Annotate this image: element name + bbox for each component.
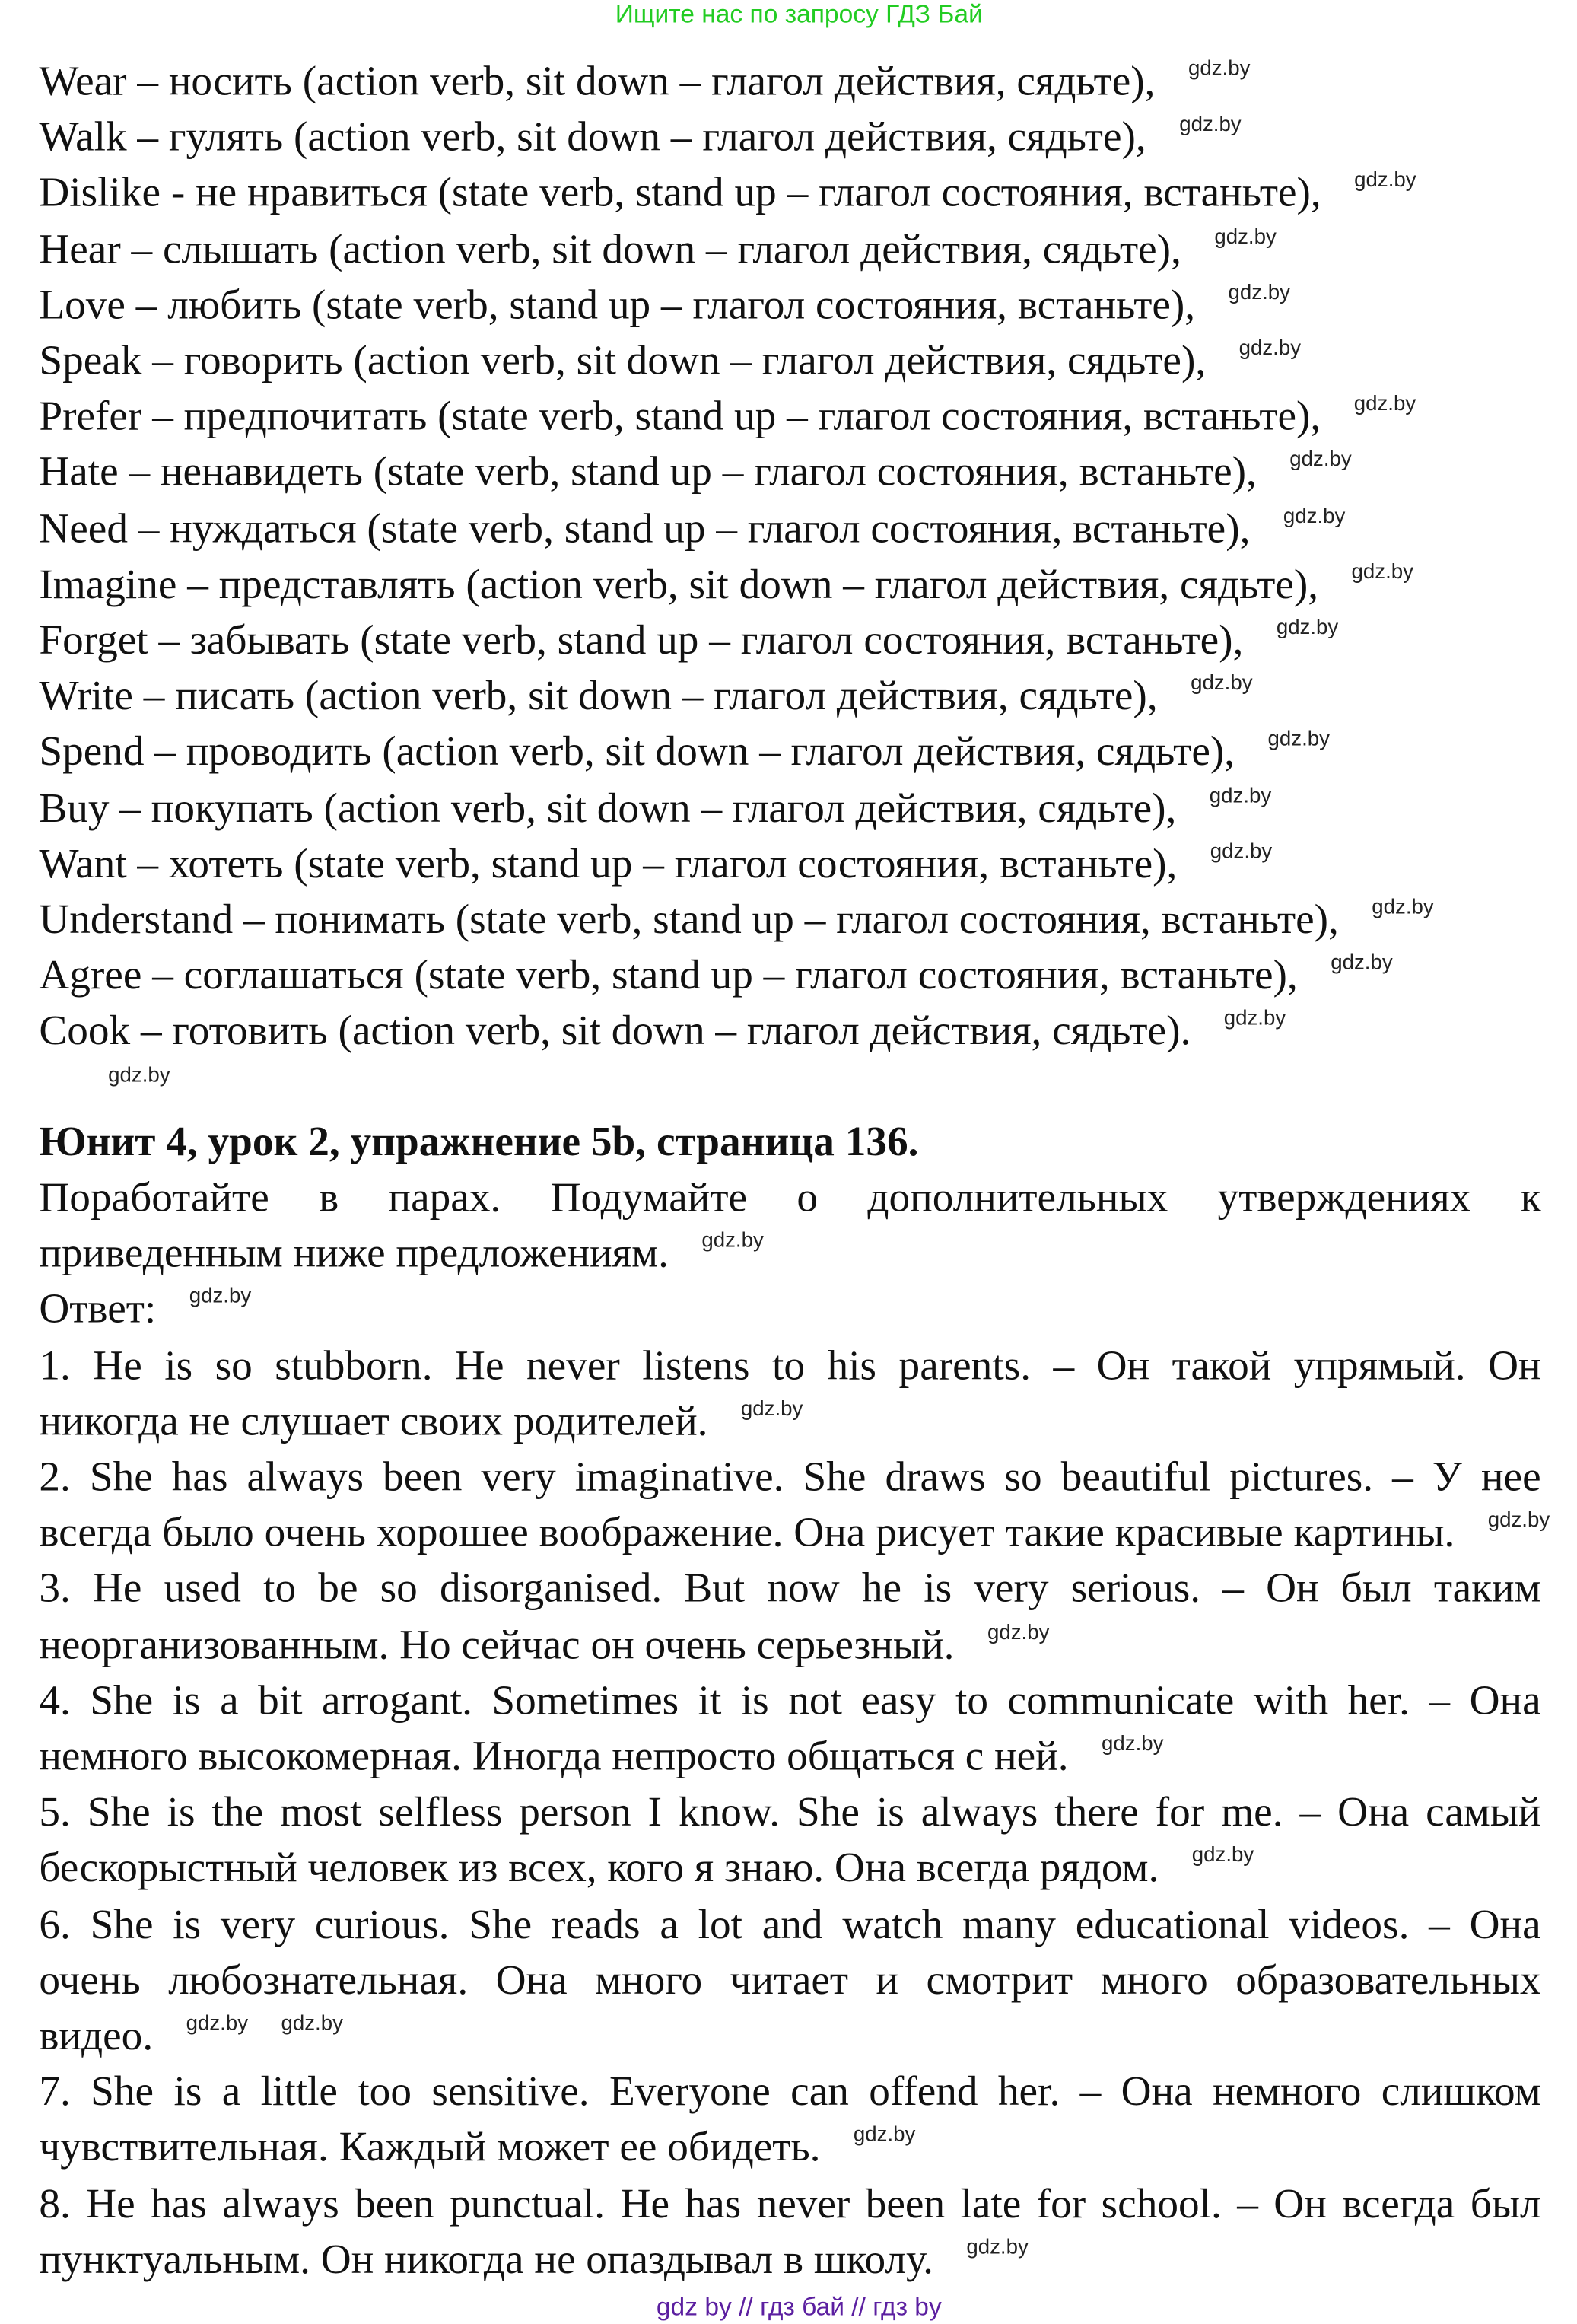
watermark-text: gdz.by	[966, 2233, 1029, 2258]
watermark-text: gdz.by	[1188, 56, 1251, 80]
answer-line-text: 3. He used to be so disorganised. But now he is very serious. – Он был таким	[39, 1565, 1541, 1613]
answer-label-text: Ответ:	[39, 1286, 157, 1333]
header-banner[interactable]: Ищите нас по запросу ГДЗ Бай	[615, 0, 983, 29]
section-title	[39, 1116, 918, 1170]
answer-line	[39, 1675, 1540, 1729]
verb-line	[39, 670, 1252, 724]
watermark-text: gdz.by	[740, 1395, 803, 1420]
verb-line-text: Dislike - не нравиться (state verb, stand up – глагол состояния, встаньте),	[39, 170, 1321, 218]
watermark-text: gdz.by	[1179, 111, 1242, 136]
answer-line	[39, 1396, 803, 1450]
answer-line-text: 4. She is a bit arrogant. Sometimes it is not easy to communicate with her. – Она	[39, 1677, 1541, 1725]
watermark-text: gdz.by	[189, 1283, 252, 1308]
answer-line-text: видео.	[39, 2013, 154, 2060]
verb-line-text: Write – писать (action verb, sit down – глагол действия, сядьте),	[39, 673, 1158, 721]
watermark-text: gdz.by	[1102, 1730, 1164, 1755]
watermark-text: gdz.by	[1353, 390, 1416, 415]
verb-line-text: Understand – понимать (state verb, stand up – глагол состояния, встаньте),	[39, 896, 1339, 944]
verb-line	[39, 335, 1301, 389]
verb-line	[39, 614, 1338, 668]
verb-line	[39, 894, 1433, 948]
verb-line	[39, 279, 1290, 333]
answer-line	[39, 1899, 1540, 1953]
verb-line	[39, 726, 1330, 780]
verb-line-text: Speak – говорить (action verb, sit down – глагол действия, сядьте),	[39, 338, 1207, 385]
watermark-text: gdz.by	[1191, 670, 1253, 695]
verb-line	[39, 111, 1241, 165]
answer-line-text: 2. She has always been very imaginative. She draws so beautiful pictures. – У нее	[39, 1454, 1541, 1501]
verb-line	[39, 838, 1272, 892]
watermark-text: gdz.by	[281, 2010, 343, 2035]
verb-line	[39, 167, 1416, 221]
watermark-text: gdz.by	[1191, 1842, 1254, 1867]
verb-line	[39, 391, 1416, 445]
watermark-text: gdz.by	[1354, 167, 1416, 192]
verb-line-text: Spend – проводить (action verb, sit down – глагол действия, сядьте),	[39, 729, 1235, 776]
verb-line-text: Wear – носить (action verb, sit down – глагол действия, сядьте),	[39, 58, 1156, 106]
verb-line-text: Hate – ненавидеть (state verb, stand up – глагол состояния, встаньте),	[39, 450, 1257, 497]
watermark-text: gdz.by	[1228, 279, 1290, 304]
answer-line	[39, 1339, 1540, 1393]
section-title-text: Юнит 4, урок 2, упражнение 5b, страница 136.	[39, 1119, 919, 1167]
watermark-text: gdz.by	[1238, 335, 1302, 359]
watermark-text: gdz.by	[1331, 950, 1393, 974]
verb-line	[39, 950, 1392, 1004]
answer-label	[39, 1284, 251, 1338]
watermark-text: gdz.by	[1283, 502, 1346, 527]
verb-line-text: Need – нуждаться (state verb, stand up – глагол состояния, встаньте),	[39, 505, 1251, 552]
answer-line	[39, 1619, 1049, 1673]
answer-line	[39, 1451, 1540, 1505]
answer-line	[39, 2066, 1540, 2120]
watermark-text: gdz.by	[1372, 893, 1434, 918]
verb-line-text: Forget – забывать (state verb, stand up – глагол состояния, встаньте),	[39, 617, 1244, 664]
watermark-text: gdz.by	[1210, 838, 1273, 862]
watermark-text: gdz.by	[1289, 447, 1352, 471]
answer-line	[39, 1787, 1540, 1841]
answer-line	[39, 2233, 1028, 2287]
watermark-text: gdz.by	[701, 1227, 764, 1252]
answer-line-text: 7. She is a little too sensitive. Everyone can offend her. – Она немного слишком	[39, 2068, 1541, 2116]
watermark-text: gdz.by	[108, 1062, 170, 1087]
verb-line-text: Love – любить (state verb, stand up – глагол состояния, встаньте),	[39, 282, 1196, 329]
answer-line	[39, 1507, 1550, 1562]
watermark-text: gdz.by	[1209, 782, 1272, 807]
watermark-text: gdz.by	[1267, 726, 1330, 750]
answer-line	[39, 2010, 343, 2065]
answer-line-text: бескорыстный человек из всех, кого я знаю. Она всегда рядом.	[39, 1845, 1159, 1893]
watermark-text: gdz.by	[1214, 223, 1277, 247]
verb-line-text: Agree – соглашаться (state verb, stand up – глагол состояния, встаньте),	[39, 953, 1298, 1000]
answer-line-text: никогда не слушает своих родителей.	[39, 1398, 708, 1445]
answer-line-text: пунктуальным. Он никогда не опаздывал в школу.	[39, 2236, 933, 2284]
verb-line	[39, 1006, 1286, 1060]
verb-line-text: Want – хотеть (state verb, stand up – глагол состояния, встаньте),	[39, 841, 1178, 888]
answer-line	[39, 2178, 1540, 2232]
task-line-text: приведенным ниже предложениям.	[39, 1230, 669, 1278]
task-line	[39, 1227, 763, 1281]
verb-line	[39, 223, 1276, 277]
verb-line-text: Buy – покупать (action verb, sit down – глагол действия, сядьте),	[39, 785, 1177, 832]
watermark-text: gdz.by	[853, 2122, 916, 2147]
watermark-text: gdz.by	[1223, 1005, 1286, 1030]
watermark-text: gdz.by	[1351, 559, 1414, 583]
verb-line-text: Hear – слышать (action verb, sit down – глагол действия, сядьте),	[39, 226, 1181, 273]
answer-line	[39, 1730, 1163, 1784]
watermark-text: gdz.by	[1487, 1507, 1550, 1532]
answer-line-text: 1. He is so stubborn. He never listens to his parents. – Он такой упрямый. Он	[39, 1342, 1541, 1390]
verb-line-text: Cook – готовить (action verb, sit down – глагол действия, сядьте).	[39, 1008, 1191, 1055]
watermark-text: gdz.by	[987, 1619, 1050, 1644]
answer-line-text: 8. He has always been punctual. He has never been late for school. – Он всегда был	[39, 2180, 1541, 2228]
task-line-text: Поработайте в парах. Подумайте о дополнительных утверждениях к	[39, 1174, 1541, 1222]
answer-line-text: 6. She is very curious. She reads a lot and watch many educational videos. – Она	[39, 1901, 1541, 1948]
answer-line-text: чувствительная. Каждый может ее обидеть.	[39, 2125, 821, 2172]
answer-line	[39, 1842, 1254, 1896]
verb-line	[39, 782, 1271, 836]
verb-line-text: Prefer – предпочитать (state verb, stand up – глагол состояния, встаньте),	[39, 393, 1321, 441]
watermark-text: gdz.by	[1276, 614, 1339, 639]
task-line	[39, 1172, 1540, 1226]
verb-line	[39, 56, 1250, 110]
answer-line	[39, 1954, 1540, 2008]
watermark-text: gdz.by	[186, 2010, 249, 2035]
answer-line	[39, 2122, 915, 2176]
verb-line	[39, 503, 1345, 557]
footer-links[interactable]: gdz by // гдз бай // гдз by	[656, 2292, 942, 2322]
answer-line-text: всегда было очень хорошее воображение. Она рисует такие красивые картины.	[39, 1510, 1455, 1557]
answer-line-text: неорганизованным. Но сейчас он очень серьезный.	[39, 1622, 955, 1669]
verb-line-text: Imagine – представлять (action verb, sit down – глагол действия, сядьте),	[39, 561, 1319, 609]
verb-line	[39, 447, 1351, 501]
answer-line-text: 5. She is the most selfless person I know. She is always there for me. – Она самый	[39, 1789, 1541, 1836]
verb-line	[39, 559, 1413, 613]
answer-line-text: очень любознательная. Она много читает и смотрит много образовательных	[39, 1957, 1541, 2004]
verb-line-text: Walk – гулять (action verb, sit down – глагол действия, сядьте),	[39, 114, 1146, 161]
answer-line	[39, 1563, 1540, 1617]
answer-line-text: немного высокомерная. Иногда непросто общаться с ней.	[39, 1733, 1069, 1781]
